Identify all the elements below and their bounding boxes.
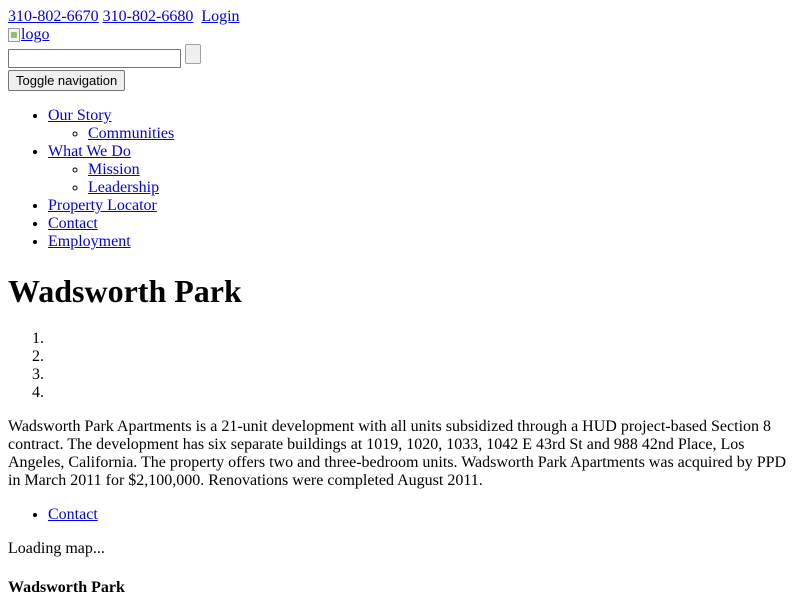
carousel-indicators xyxy=(8,330,792,402)
nav-link-communities[interactable]: Communities xyxy=(88,125,175,142)
logo[interactable] xyxy=(8,26,792,44)
contact-list xyxy=(8,506,792,524)
carousel-indicator-2[interactable] xyxy=(48,348,792,366)
nav-link-employment[interactable]: Employment xyxy=(48,233,131,250)
submenu-our-story xyxy=(48,125,792,143)
submenu-what-we-do xyxy=(48,161,792,197)
contact-link[interactable]: Contact xyxy=(48,506,98,523)
nav-item-mission xyxy=(88,161,792,179)
nav-link-property-locator[interactable]: Property Locator xyxy=(48,197,157,214)
nav-link-contact[interactable]: Contact xyxy=(48,215,98,232)
carousel-indicator-3[interactable] xyxy=(48,366,792,384)
search-input[interactable] xyxy=(8,49,181,68)
nav-item-property-locator xyxy=(48,197,792,215)
property-description: Wadsworth Park Apartments is a 21-unit development with all units subsidized through a HUD project-based Section 8 contract. The development has six separate buildings at 1019, 1020, 1033, 1042 E 43rd St and 988 42nd Place, Los Angeles, California. The property offers two and three-bedroom units. Wadsworth Park Apartments was acquired by PPD in March 2011 for $2,100,000. Renovations were completed August 2011. xyxy=(8,418,787,489)
nav-item-leadership xyxy=(88,179,792,197)
logo-alt-text[interactable]: logo xyxy=(21,26,50,43)
page-title: Wadsworth Park xyxy=(8,273,242,309)
search-form xyxy=(8,44,792,70)
contact-item xyxy=(48,506,792,524)
nav-link-what-we-do[interactable]: What We Do xyxy=(48,143,131,160)
search-button[interactable] xyxy=(185,44,201,64)
toggle-navigation-button[interactable]: Toggle navigation xyxy=(8,70,125,91)
carousel-indicator-4[interactable] xyxy=(48,384,792,402)
carousel-indicator-1[interactable] xyxy=(48,330,792,348)
nav-item-communities xyxy=(88,125,792,143)
main-nav xyxy=(8,107,792,251)
page xyxy=(0,8,800,597)
phone-link-2[interactable]: 310-802-6680 xyxy=(102,8,194,25)
nav-item-contact xyxy=(48,215,792,233)
top-bar xyxy=(8,8,792,26)
nav-item-employment xyxy=(48,233,792,251)
nav-link-our-story[interactable]: Our Story xyxy=(48,107,112,124)
map-loading-text: Loading map... xyxy=(8,540,105,557)
nav-link-mission[interactable]: Mission xyxy=(88,161,140,178)
phone-link-1[interactable]: 310-802-6670 xyxy=(8,8,99,25)
broken-image-icon xyxy=(8,28,20,42)
nav-item-what-we-do xyxy=(48,143,792,197)
nav-item-our-story xyxy=(48,107,792,143)
login-link[interactable]: Login xyxy=(201,8,240,25)
map-property-title: Wadsworth Park xyxy=(8,579,125,596)
nav-link-leadership[interactable]: Leadership xyxy=(88,179,160,196)
